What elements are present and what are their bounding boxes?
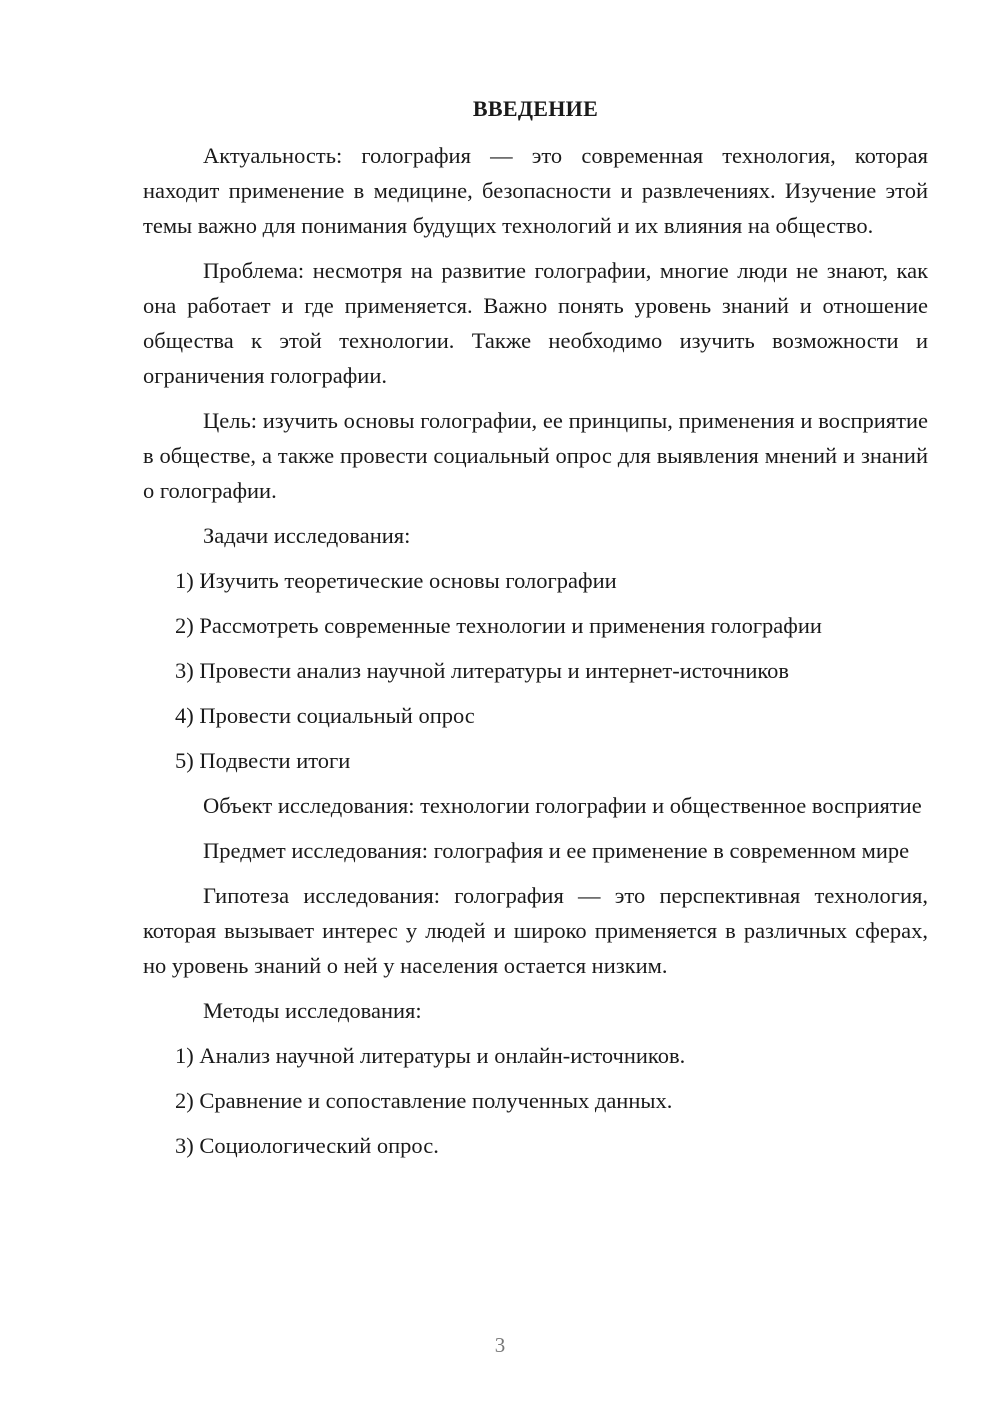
page-number: 3 <box>494 1333 506 1357</box>
relevance-paragraph: Актуальность: голография — это современная технология, которая находит применение в медицине, безопасности и развлечениях. Изучение этой темы важно для понимания будущих технологий и их влияния на общество. <box>143 143 928 238</box>
hypothesis-paragraph: Гипотеза исследования: голография — это перспективная технология, которая вызывает интерес у людей и широко применяется в различных сферах, но уровень знаний о ней у населения остается низким. <box>143 883 928 978</box>
goal-paragraph: Цель: изучить основы голографии, ее принципы, применения и восприятие в обществе, а также провести социальный опрос для выявления мнений и знаний о голографии. <box>143 408 928 503</box>
task-item: 5) Подвести итоги <box>175 748 351 773</box>
problem-paragraph: Проблема: несмотря на развитие голографии, многие люди не знают, как она работает и где применяется. Важно понять уровень знаний и отношение общества к этой технологии. Также необходимо изучить возможности и ограничения голографии. <box>143 258 928 388</box>
methods-heading: Методы исследования: <box>203 998 422 1023</box>
task-item: 2) Рассмотреть современные технологии и применения голографии <box>175 613 822 638</box>
subject-paragraph: Предмет исследования: голография и ее применение в современном мире <box>203 838 910 863</box>
object-paragraph: Объект исследования: технологии голографии и общественное восприятие <box>203 793 922 818</box>
method-item: 1) Анализ научной литературы и онлайн-источников. <box>175 1043 686 1068</box>
task-item: 3) Провести анализ научной литературы и интернет-источников <box>175 658 790 683</box>
method-item: 2) Сравнение и сопоставление полученных данных. <box>175 1088 673 1113</box>
task-item: 1) Изучить теоретические основы голографии <box>175 568 617 593</box>
method-item: 3) Социологический опрос. <box>175 1133 439 1158</box>
page-content <box>143 96 928 1173</box>
tasks-heading: Задачи исследования: <box>203 523 411 548</box>
section-title: ВВЕДЕНИЕ <box>472 96 599 121</box>
task-item: 4) Провести социальный опрос <box>175 703 475 728</box>
